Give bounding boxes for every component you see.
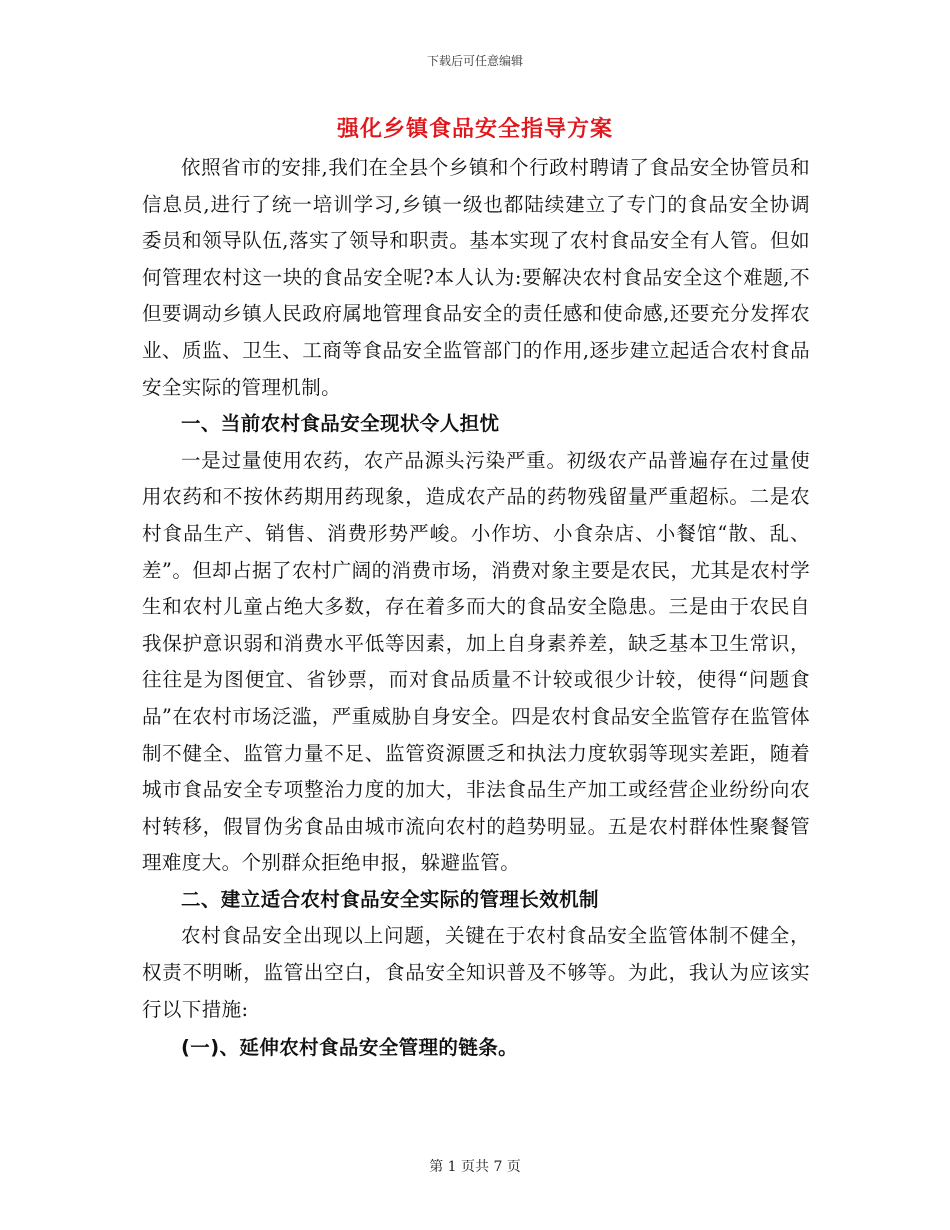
section-heading-1: 一、当前农村食品安全现状令人担忧 (181, 412, 500, 436)
document-title: 强化乡镇食品安全指导方案 (336, 116, 613, 142)
section-1-paragraph: 一是过量使用农药，农产品源头污染严重。初级农产品普遍存在过量使用农药和不按休药期用药现象，造成农产品的药物残留量严重超标。二是农村食品生产、销售、消费形势严峻。小作坊、小食杂店、小餐馆“散、乱、差”。但却占据了农村广阔的消费市场，消费对象主要是农民，尤其是农村学生和农村儿童占绝大多数，存在着多而大的食品安全隐患。三是由于农民自我保护意识弱和消费水平低等因素，加上自身素养差，缺乏基本卫生常识，往往是为图便宜、省钞票，而对食品质量不计较或很少计较，使得“问题食品”在农村市场泛滥，严重威胁自身安全。四是农村食品安全监管存在监管体制不健全、监管力量不足、监管资源匮乏和执法力度软弱等现实差距，随着城市食品安全专项整治力度的加大，非法食品生产加工或经营企业纷纷向农村转移，假冒伪劣食品由城市流向农村的趋势明显。五是农村群体性聚餐管理难度大。个别群众拒绝申报，躲避监管。 (142, 448, 810, 875)
section-2-paragraph: 农村食品安全出现以上问题，关键在于农村食品安全监管体制不健全，权责不明晰，监管出空白，食品安全知识普及不够等。为此，我认为应该实行以下措施: (142, 924, 810, 1021)
document-body (142, 150, 810, 1067)
intro-paragraph: 依照省市的安排,我们在全县个乡镇和个行政村聘请了食品安全协管员和信息员,进行了统一培训学习,乡镇一级也都陆续建立了专门的食品安全协调委员和领导队伍,落实了领导和职责。基本实现了农村食品安全有人管。但如何管理农村这一块的食品安全呢?本人认为:要解决农村食品安全这个难题,不但要调动乡镇人民政府属地管理食品安全的责任感和使命感,还要充分发挥农业、质监、卫生、工商等食品安全监管部门的作用,逐步建立起适合农村食品安全实际的管理机制。 (142, 156, 810, 399)
section-heading-2: 二、建立适合农村食品安全实际的管理长效机制 (181, 887, 599, 911)
subsection-heading-1: (一)、延伸农村食品安全管理的链条。 (181, 1036, 519, 1060)
page-footer: 第 1 页共 7 页 (429, 1159, 521, 1175)
page-header: 下载后可任意编辑 (426, 54, 523, 68)
